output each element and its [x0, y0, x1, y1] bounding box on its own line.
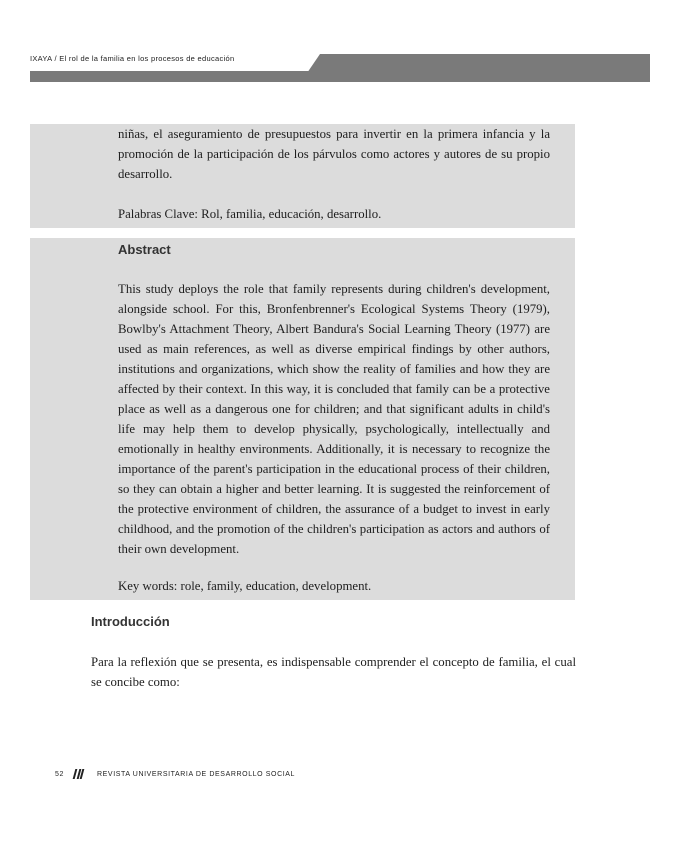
footer-bars-icon: [74, 769, 83, 779]
abstract-title: Abstract: [118, 242, 171, 257]
resumen-paragraph: niñas, el aseguramiento de presupuestos para invertir en la primera infancia y la promoción de la participación de los párvulos como actores y autores de su propio desarrollo.: [118, 127, 550, 181]
page-number: 52: [55, 770, 64, 778]
introduccion-title: Introducción: [91, 614, 170, 629]
abstract-paragraph: This study deploys the role that family represents during children's development, alongside school. For this, Bronfenbrenner's Ecological Systems Theory (1979), Bowlby's Attachment Theory, Albert Bandura's Social Learning Theory (1977) are used as main references, as well as diverse empirical findings by other authors, institutions and organizations, which show the reality of families and how they are affected by their context. In this way, it is concluded that family can be a protective place as well as a dangerous one for children; and that significant adults in child's life may help them to develop physically, psychologically, intellectually and emotionally in healthy environments. Additionally, it is necessary to recognize the importance of the parent's participation in the educational process of their children, so they can obtain a higher and better learning. It is suggested the reinforcement of the protective environment of children, the assurance of a budget to invest in early childhood, and the promotion of the children's participation as actors and authors of their own development.: [118, 282, 550, 556]
key-words: Key words: role, family, education, development.: [118, 579, 372, 593]
running-head: IXAYA / El rol de la familia en los procesos de educación: [30, 54, 235, 63]
journal-name: REVISTA UNIVERSITARIA DE DESARROLLO SOCIAL: [97, 770, 296, 778]
palabras-clave: Palabras Clave: Rol, familia, educación, desarrollo.: [118, 207, 382, 221]
page-footer: [55, 769, 295, 779]
introduccion-paragraph: Para la reflexión que se presenta, es indispensable comprender el concepto de familia, el cual se concibe como:: [91, 655, 576, 689]
